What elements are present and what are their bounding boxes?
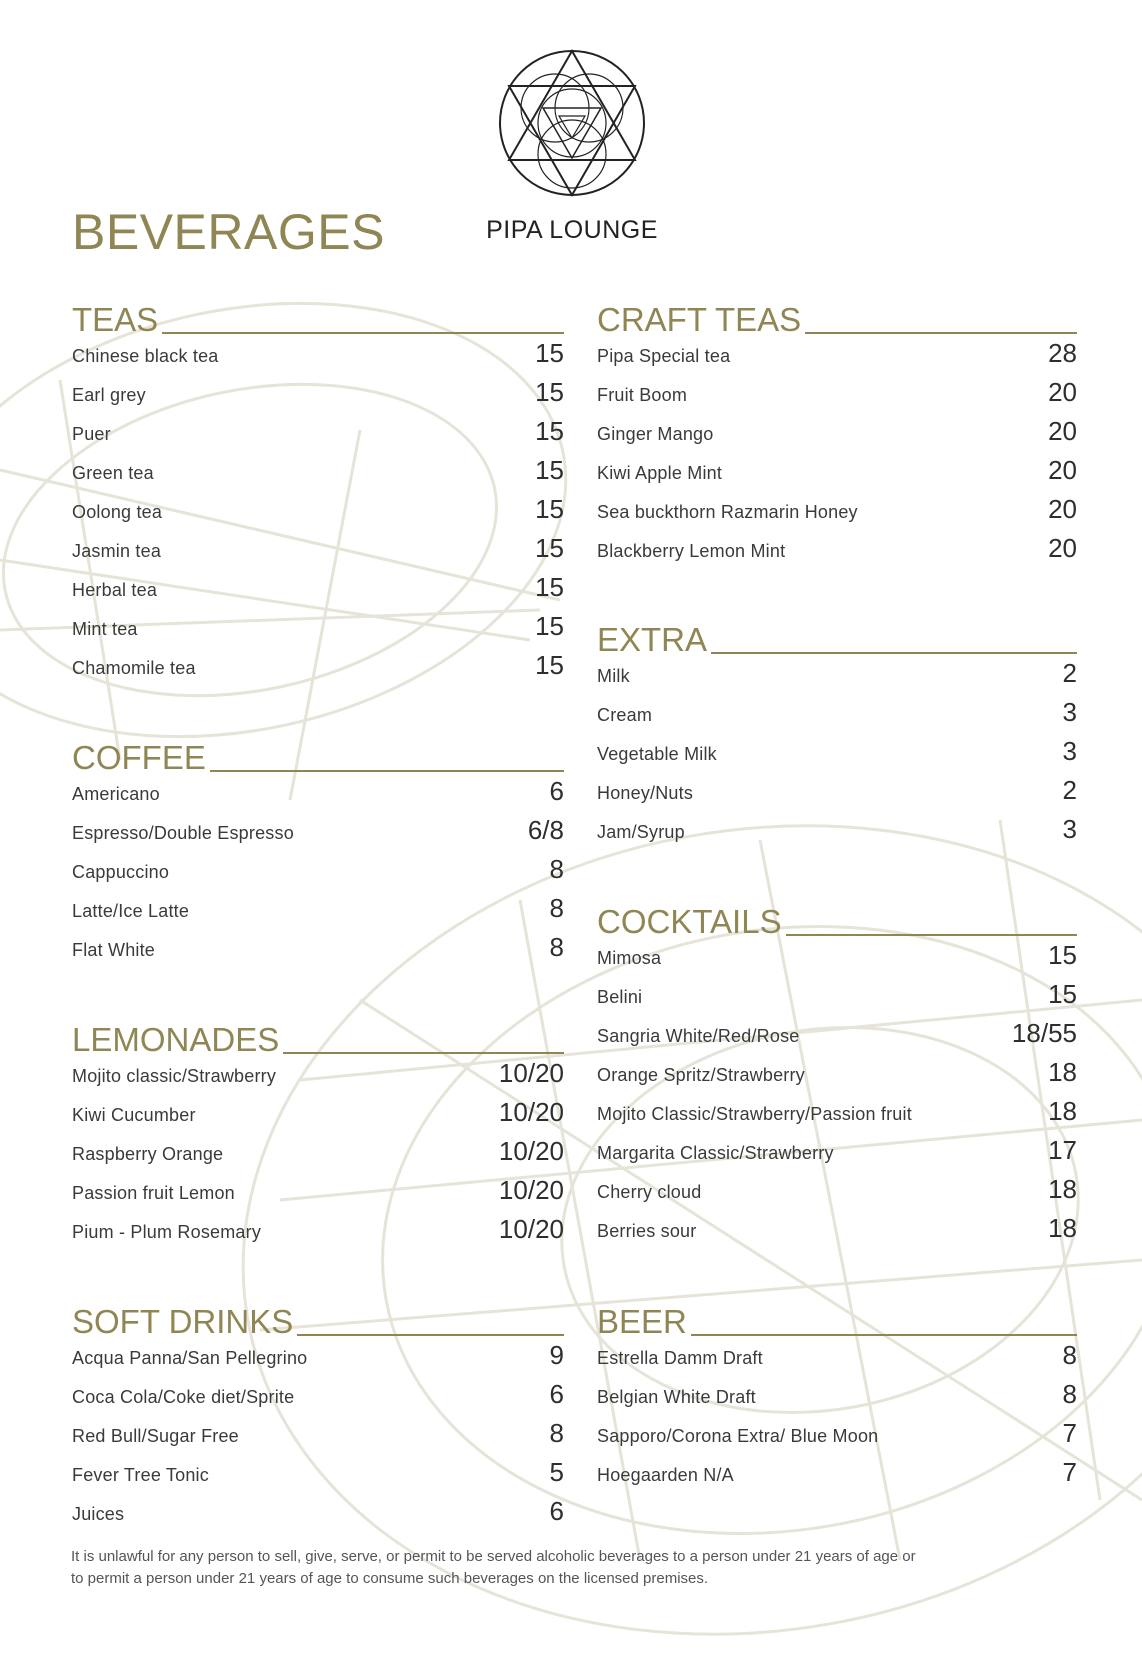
menu-item: [72, 893, 564, 932]
item-name: Chamomile tea: [72, 658, 196, 678]
item-price: 18: [1048, 1213, 1077, 1243]
section-title: COFFEE: [72, 739, 206, 776]
item-price: 15: [535, 416, 564, 446]
item-name: Berries sour: [597, 1221, 697, 1241]
section-rule: [283, 1052, 564, 1054]
item-price: 15: [1048, 979, 1077, 1009]
item-price: 18/55: [1011, 1018, 1077, 1048]
menu-item: [597, 1379, 1077, 1418]
item-list: [597, 658, 1077, 853]
section-rule: [786, 934, 1077, 936]
item-price: 15: [535, 650, 564, 680]
section-teas: [72, 300, 564, 689]
item-price: 7: [1062, 1457, 1077, 1487]
menu-item: [72, 932, 564, 971]
menu-item: [597, 1213, 1077, 1252]
item-price: 6: [549, 776, 564, 806]
menu-item: [72, 611, 564, 650]
section-rule: [297, 1334, 564, 1336]
menu-item: [72, 572, 564, 611]
section-title: CRAFT TEAS: [597, 301, 802, 338]
item-price: 8: [1062, 1340, 1077, 1370]
item-price: 2: [1062, 775, 1077, 805]
menu-item: [597, 658, 1077, 697]
menu-item: [72, 854, 564, 893]
menu-item: [72, 1457, 564, 1496]
section-header: [597, 300, 1077, 336]
item-name: Latte/Ice Latte: [72, 901, 190, 921]
item-name: Ginger Mango: [597, 424, 714, 444]
page-title: BEVERAGES: [72, 204, 385, 260]
item-name: Herbal tea: [72, 580, 158, 600]
section-header: [72, 1020, 564, 1056]
item-name: Margarita Classic/Strawberry: [597, 1143, 834, 1163]
item-price: 20: [1048, 494, 1077, 524]
item-list: [72, 776, 564, 971]
item-name: Pipa Special tea: [597, 346, 731, 366]
item-price: 2: [1062, 658, 1077, 688]
menu-item: [597, 979, 1077, 1018]
item-name: Kiwi Apple Mint: [597, 463, 723, 483]
menu-item: [72, 377, 564, 416]
item-name: Sea buckthorn Razmarin Honey: [597, 502, 858, 522]
item-price: 9: [549, 1340, 564, 1370]
section-header: [72, 1302, 564, 1338]
item-price: 7: [1062, 1418, 1077, 1448]
item-name: Orange Spritz/Strawberry: [597, 1065, 805, 1085]
item-name: Sapporo/Corona Extra/ Blue Moon: [597, 1426, 879, 1446]
pipa-lounge-logo: [497, 46, 647, 200]
item-name: Belini: [597, 987, 643, 1007]
item-price: 5: [549, 1457, 564, 1487]
item-price: 10/20: [498, 1058, 564, 1088]
section-header: [72, 300, 564, 336]
menu-item: [597, 1418, 1077, 1457]
item-price: 8: [1062, 1379, 1077, 1409]
item-price: 28: [1048, 338, 1077, 368]
item-list: [597, 940, 1077, 1252]
menu-item: [597, 1135, 1077, 1174]
item-list: [597, 1340, 1077, 1496]
menu-item: [72, 1214, 564, 1253]
item-name: Americano: [72, 784, 160, 804]
menu-item: [72, 533, 564, 572]
menu-item: [597, 533, 1077, 572]
section-craft-teas: [597, 300, 1077, 572]
section-rule: [162, 332, 564, 334]
menu-item: [72, 650, 564, 689]
item-name: Mint tea: [72, 619, 138, 639]
item-price: 15: [535, 494, 564, 524]
section-lemonades: [72, 1020, 564, 1253]
section-title: BEER: [597, 1303, 687, 1340]
section-title: EXTRA: [597, 621, 708, 658]
item-price: 10/20: [498, 1097, 564, 1127]
section-rule: [711, 652, 1077, 654]
item-name: Green tea: [72, 463, 154, 483]
item-name: Mojito Classic/Strawberry/Passion fruit: [597, 1104, 912, 1124]
item-name: Pium - Plum Rosemary: [72, 1222, 262, 1242]
item-name: Jasmin tea: [72, 541, 162, 561]
menu-item: [72, 1058, 564, 1097]
item-name: Flat White: [72, 940, 156, 960]
item-name: Cappuccino: [72, 862, 170, 882]
section-header: [72, 738, 564, 774]
menu-item: [72, 1418, 564, 1457]
item-name: Hoegaarden N/A: [597, 1465, 734, 1485]
menu-item: [597, 416, 1077, 455]
item-name: Earl grey: [72, 385, 146, 405]
menu-item: [72, 1496, 564, 1535]
item-name: Coca Cola/Coke diet/Sprite: [72, 1387, 295, 1407]
section-soft-drinks: [72, 1302, 564, 1535]
brand-name: PIPA LOUNGE: [486, 216, 658, 244]
item-list: [597, 338, 1077, 572]
menu-item: [72, 494, 564, 533]
menu-item: [597, 1457, 1077, 1496]
item-name: Fruit Boom: [597, 385, 688, 405]
item-price: 8: [549, 854, 564, 884]
item-list: [72, 1058, 564, 1253]
item-name: Blackberry Lemon Mint: [597, 541, 786, 561]
item-name: Cherry cloud: [597, 1182, 702, 1202]
item-name: Red Bull/Sugar Free: [72, 1426, 239, 1446]
section-rule: [805, 332, 1077, 334]
item-price: 8: [549, 1418, 564, 1448]
item-name: Raspberry Orange: [72, 1144, 224, 1164]
item-price: 20: [1048, 455, 1077, 485]
menu-item: [597, 338, 1077, 377]
menu-item: [72, 1097, 564, 1136]
item-price: 6: [549, 1496, 564, 1526]
item-price: 3: [1062, 736, 1077, 766]
item-name: Acqua Panna/San Pellegrino: [72, 1348, 308, 1368]
menu-item: [72, 815, 564, 854]
section-header: [597, 902, 1077, 938]
menu-item: [72, 455, 564, 494]
menu-item: [597, 455, 1077, 494]
menu-item: [72, 776, 564, 815]
section-title: COCKTAILS: [597, 903, 782, 940]
menu-item: [597, 1174, 1077, 1213]
item-name: Jam/Syrup: [597, 822, 685, 842]
section-header: [597, 620, 1077, 656]
menu-item: [72, 1175, 564, 1214]
item-list: [72, 1340, 564, 1535]
item-price: 10/20: [498, 1175, 564, 1205]
legal-disclaimer: It is unlawful for any person to sell, give, serve, or permit to be served alcoholic beverages to a person under 21 years of age or to permit a person under 21 years of age to consume such beverages on the licensed premises.: [71, 1548, 916, 1587]
menu-item: [597, 1340, 1077, 1379]
item-name: Kiwi Cucumber: [72, 1105, 196, 1125]
section-rule: [210, 770, 564, 772]
item-name: Honey/Nuts: [597, 783, 694, 803]
item-price: 20: [1048, 533, 1077, 563]
item-name: Chinese black tea: [72, 346, 219, 366]
item-name: Puer: [72, 424, 111, 444]
section-cocktails: [597, 902, 1077, 1252]
menu-item: [597, 775, 1077, 814]
menu-item: [72, 338, 564, 377]
item-name: Juices: [72, 1504, 125, 1524]
item-price: 15: [535, 533, 564, 563]
item-name: Cream: [597, 705, 653, 725]
menu-item: [72, 1136, 564, 1175]
item-name: Estrella Damm Draft: [597, 1348, 763, 1368]
item-name: Belgian White Draft: [597, 1387, 756, 1407]
menu-item: [597, 1057, 1077, 1096]
section-title: TEAS: [72, 301, 159, 338]
item-name: Sangria White/Red/Rose: [597, 1026, 800, 1046]
section-title: SOFT DRINKS: [72, 1303, 294, 1340]
item-price: 15: [1048, 940, 1077, 970]
item-price: 6: [549, 1379, 564, 1409]
menu-item: [72, 1340, 564, 1379]
item-price: 3: [1062, 814, 1077, 844]
item-name: Mimosa: [597, 948, 662, 968]
section-beer: [597, 1302, 1077, 1496]
item-price: 18: [1048, 1057, 1077, 1087]
item-price: 18: [1048, 1174, 1077, 1204]
section-header: [597, 1302, 1077, 1338]
menu-item: [597, 1096, 1077, 1135]
item-price: 17: [1048, 1135, 1077, 1165]
menu-item: [72, 1379, 564, 1418]
item-name: Passion fruit Lemon: [72, 1183, 235, 1203]
menu-item: [72, 416, 564, 455]
item-price: 10/20: [498, 1214, 564, 1244]
item-price: 8: [549, 932, 564, 962]
item-price: 8: [549, 893, 564, 923]
item-name: Vegetable Milk: [597, 744, 717, 764]
item-price: 15: [535, 455, 564, 485]
item-price: 15: [535, 611, 564, 641]
section-rule: [691, 1334, 1077, 1336]
item-price: 6/8: [527, 815, 564, 845]
item-price: 15: [535, 338, 564, 368]
item-name: Mojito classic/Strawberry: [72, 1066, 277, 1086]
item-price: 15: [535, 572, 564, 602]
item-price: 3: [1062, 697, 1077, 727]
section-extra: [597, 620, 1077, 853]
menu-item: [597, 697, 1077, 736]
item-list: [72, 338, 564, 689]
item-name: Espresso/Double Espresso: [72, 823, 294, 843]
item-price: 20: [1048, 377, 1077, 407]
item-price: 20: [1048, 416, 1077, 446]
item-name: Fever Tree Tonic: [72, 1465, 209, 1485]
menu-item: [597, 736, 1077, 775]
menu-item: [597, 1018, 1077, 1057]
menu-item: [597, 814, 1077, 853]
menu-item: [597, 940, 1077, 979]
menu-item: [597, 494, 1077, 533]
item-price: 18: [1048, 1096, 1077, 1126]
item-name: Oolong tea: [72, 502, 163, 522]
section-coffee: [72, 738, 564, 971]
item-price: 10/20: [498, 1136, 564, 1166]
item-price: 15: [535, 377, 564, 407]
item-name: Milk: [597, 666, 630, 686]
menu-item: [597, 377, 1077, 416]
section-title: LEMONADES: [72, 1021, 280, 1058]
